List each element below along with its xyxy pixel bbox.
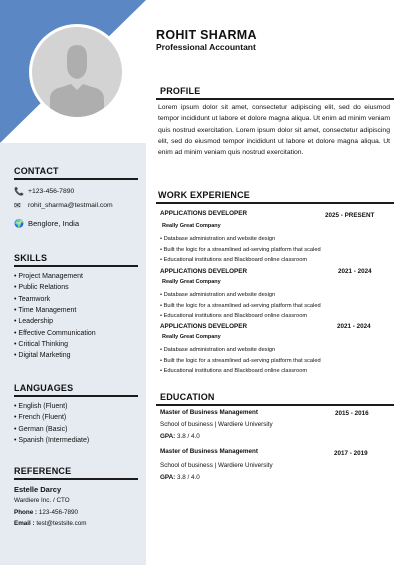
job-bullet: • Database administration and website design	[160, 292, 276, 298]
education-degree: Master of Business Management	[160, 409, 258, 416]
avatar-frame	[29, 24, 125, 120]
education-school: School of business | Wardiere University	[160, 421, 273, 428]
education-gpa	[160, 474, 200, 481]
reference-email-label: Email :	[14, 520, 35, 527]
reference-email-value: test@testsite.com	[36, 520, 87, 527]
education-divider	[156, 404, 394, 406]
job-company: Really Great Company	[162, 334, 221, 340]
languages-divider	[14, 395, 138, 397]
contact-email-text: rohit_sharma@testmail.com	[28, 202, 113, 209]
education-school: School of business | Wardiere University	[160, 462, 273, 469]
job-date: 2025 - PRESENT	[325, 212, 375, 219]
reference-company: Wardiere Inc. / CTO	[14, 497, 70, 504]
candidate-name: ROHIT SHARMA	[156, 28, 257, 42]
reference-name: Estelle Darcy	[14, 485, 62, 494]
job-title: APPLICATIONS DEVELOPER	[160, 268, 248, 275]
contact-divider	[14, 178, 138, 180]
reference-phone-label: Phone :	[14, 509, 38, 516]
experience-divider	[156, 202, 394, 204]
job-bullet: • Educational institutions and Blackboard online classroom	[160, 368, 308, 375]
language-item: • Spanish (Intermediate)	[14, 436, 90, 444]
contact-location	[14, 219, 79, 228]
contact-phone	[14, 187, 74, 196]
education-degree: Master of Business Management	[160, 448, 258, 455]
globe-icon: 🌍	[14, 219, 24, 228]
job-bullet: • Built the logic for a streamlined ad-serving platform that scaled	[160, 246, 321, 253]
education-gpa-label: GPA:	[160, 433, 176, 440]
contact-email	[14, 201, 113, 210]
profile-text: Lorem ipsum dolor sit amet, consectetur adipiscing elit, sed do eiusmod tempor incididunt ut labore et dolore magna aliqua. Ut enim ad minim veniam quis nostrud exercitation. Lorem ipsum dolor sit amet, consectetur adipiscing elit, sed do eiusmod tempor incididunt ut labore et dolore magna aliqua. Ut enim ad minim veniam quis nostrud exercitation.	[158, 104, 390, 157]
skill-item: • Critical Thinking	[14, 340, 69, 348]
job-date: 2021 - 2024	[338, 268, 372, 275]
contact-heading: CONTACT	[14, 166, 59, 176]
job-bullet: • Educational institutions and Blackboard online classroom	[160, 257, 308, 264]
language-item: • English (Fluent)	[14, 403, 68, 410]
skill-item: • Project Management	[14, 273, 83, 280]
job-company: Really Great Company	[162, 279, 221, 285]
profile-heading: PROFILE	[160, 86, 201, 96]
skills-heading: SKILLS	[14, 253, 48, 263]
contact-phone-text: +123-456-7890	[28, 188, 75, 195]
education-gpa-label: GPA:	[160, 474, 176, 481]
skill-item: • Leadership	[14, 318, 54, 326]
reference-phone	[14, 509, 78, 516]
skill-item: • Digital Marketing	[14, 352, 71, 360]
job-title: APPLICATIONS DEVELOPER	[160, 323, 248, 330]
reference-heading: REFERENCE	[14, 466, 72, 476]
job-date: 2021 - 2024	[337, 323, 371, 330]
language-item: • French (Fluent)	[14, 414, 67, 422]
candidate-role: Professional Accountant	[156, 42, 256, 52]
education-date: 2017 - 2019	[334, 450, 368, 457]
education-gpa-value: 3.8 / 4.0	[177, 433, 200, 440]
job-bullet: • Database administration and website design	[160, 236, 276, 242]
phone-icon: 📞	[14, 187, 24, 196]
skill-item: • Public Relations	[14, 284, 69, 292]
skill-item: • Time Management	[14, 306, 77, 314]
job-bullet: • Built the logic for a streamlined ad-serving platform that scaled	[160, 302, 321, 309]
job-bullet: • Database administration and website design	[160, 347, 276, 353]
education-gpa-value: 3.8 / 4.0	[177, 474, 200, 481]
avatar	[32, 27, 122, 117]
skills-divider	[14, 265, 138, 267]
envelope-icon: ✉	[14, 201, 21, 210]
profile-divider	[156, 98, 394, 100]
person-silhouette-icon	[32, 27, 122, 117]
skill-item: • Teamwork	[14, 295, 51, 303]
job-company: Really Great Company	[162, 223, 221, 229]
reference-divider	[14, 478, 138, 480]
education-date: 2015 - 2016	[335, 410, 369, 417]
contact-location-text: Benglore, India	[28, 219, 80, 228]
reference-email	[14, 520, 87, 527]
job-bullet: • Built the logic for a streamlined ad-serving platform that scaled	[160, 357, 321, 364]
experience-heading: WORK EXPERIENCE	[158, 190, 251, 200]
job-bullet: • Educational institutions and Blackboard online classroom	[160, 313, 308, 320]
job-title: APPLICATIONS DEVELOPER	[160, 210, 248, 217]
skill-item: • Effective Communication	[14, 329, 96, 337]
reference-phone-value: 123-456-7890	[38, 509, 79, 516]
education-gpa	[160, 433, 200, 440]
education-heading: EDUCATION	[160, 392, 215, 402]
language-item: • German (Basic)	[14, 425, 68, 433]
languages-heading: LANGUAGES	[14, 383, 74, 393]
